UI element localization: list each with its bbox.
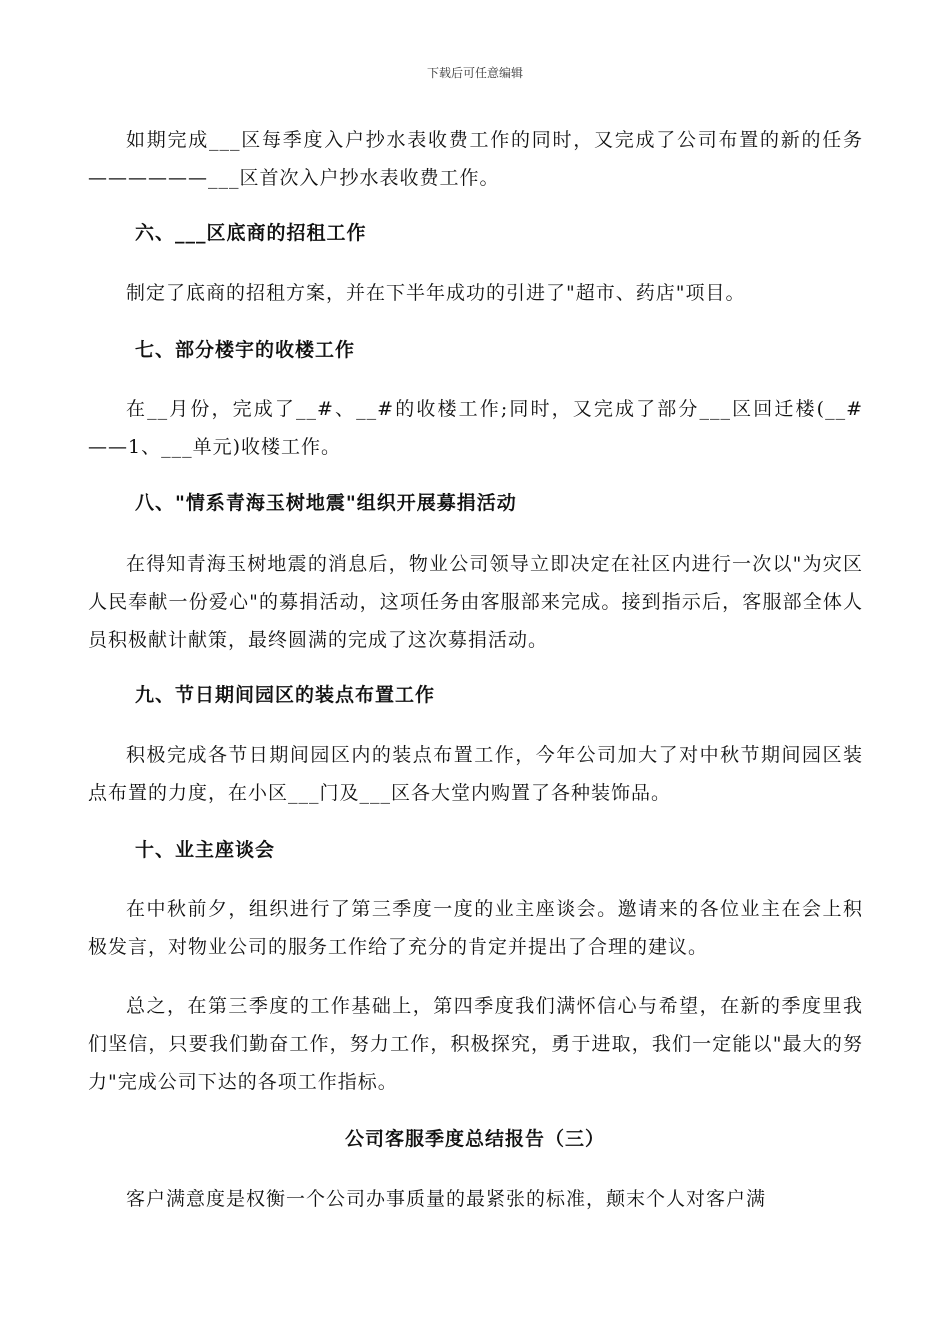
section-6-paragraph: 制定了底商的招租方案，并在下半年成功的引进了"超市、药店"项目。 bbox=[126, 282, 746, 304]
section-9-paragraph: 积极完成各节日期间园区内的装点布置工作，今年公司加大了对中秋节期间园区装点布置的力度，在小区___门及___区各大堂内购置了各种装饰品。 bbox=[88, 744, 863, 804]
report-title: 公司客服季度总结报告（三） bbox=[344, 1128, 605, 1150]
section-8-heading-block bbox=[88, 488, 863, 518]
section-7-paragraph-block bbox=[88, 390, 863, 466]
intro-paragraph: 如期完成___区每季度入户抄水表收费工作的同时，又完成了公司布置的新的任务——————___区首次入户抄水表收费工作。 bbox=[88, 129, 863, 189]
section-6-heading: 六、___区底商的招租工作 bbox=[135, 222, 367, 244]
section-9-heading: 九、节日期间园区的装点布置工作 bbox=[135, 684, 436, 706]
section-6-heading-block bbox=[88, 218, 863, 248]
page-header-note: 下载后可任意编辑 bbox=[426, 66, 523, 80]
section-10-heading: 十、业主座谈会 bbox=[135, 839, 276, 861]
summary-paragraph-block bbox=[88, 987, 863, 1101]
intro-paragraph-block bbox=[88, 121, 863, 197]
section-7-paragraph: 在__月份，完成了__#、__#的收楼工作;同时，又完成了部分___区回迁楼(__#——1、___单元)收楼工作。 bbox=[88, 398, 863, 458]
section-10-paragraph: 在中秋前夕，组织进行了第三季度一度的业主座谈会。邀请来的各位业主在会上积极发言，对物业公司的服务工作给了充分的肯定并提出了合理的建议。 bbox=[88, 898, 863, 958]
section-7-heading: 七、部分楼宇的收楼工作 bbox=[135, 339, 356, 361]
summary-paragraph: 总之，在第三季度的工作基础上，第四季度我们满怀信心与希望，在新的季度里我们坚信，只要我们勤奋工作，努力工作，积极探究，勇于进取，我们一定能以"最大的努力"完成公司下达的各项工作指标。 bbox=[88, 995, 863, 1093]
section-6-paragraph-block bbox=[88, 274, 863, 312]
section-8-paragraph: 在得知青海玉树地震的消息后，物业公司领导立即决定在社区内进行一次以"为灾区人民奉献一份爱心"的募捐活动，这项任务由客服部来完成。接到指示后，客服部全体人员积极献计献策，最终圆满的完成了这次募捐活动。 bbox=[88, 553, 863, 651]
section-8-paragraph-block bbox=[88, 545, 863, 659]
section-9-heading-block bbox=[88, 680, 863, 710]
section-10-heading-block bbox=[88, 835, 863, 865]
final-paragraph: 客户满意度是权衡一个公司办事质量的最紧张的标准，颠末个人对客户满 bbox=[126, 1188, 767, 1210]
final-paragraph-block bbox=[88, 1180, 863, 1218]
section-10-paragraph-block bbox=[88, 890, 863, 966]
section-9-paragraph-block bbox=[88, 736, 863, 812]
section-8-heading: 八、"情系青海玉树地震"组织开展募捐活动 bbox=[135, 492, 517, 514]
section-7-heading-block bbox=[88, 335, 863, 365]
